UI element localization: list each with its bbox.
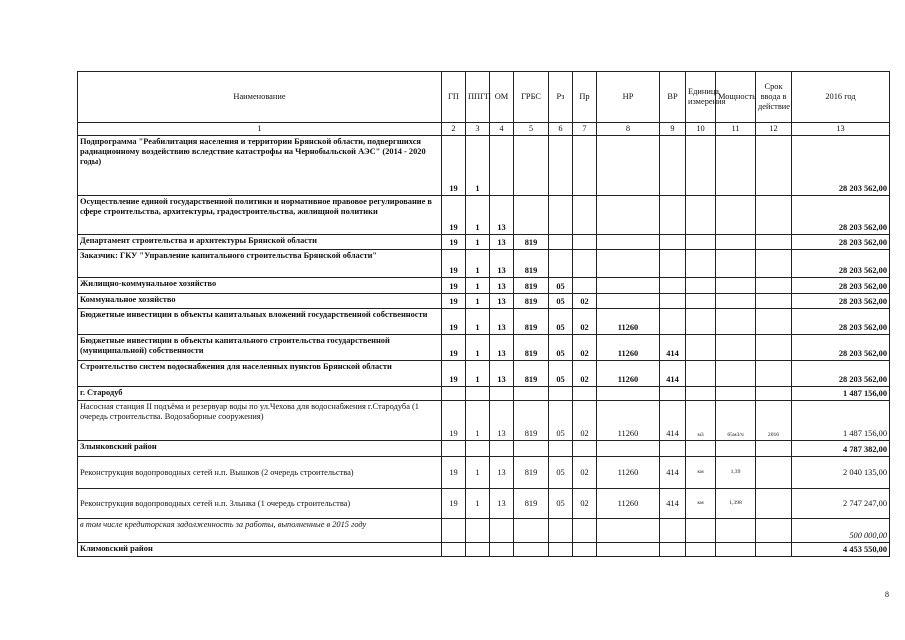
cell-power: 1,398 (716, 489, 756, 519)
column-number: 5 (514, 123, 549, 136)
cell-vr (660, 235, 686, 250)
cell-pr (573, 235, 597, 250)
cell-pr (573, 136, 597, 196)
table-row (78, 519, 890, 543)
table-row (78, 543, 890, 557)
cell-pr (573, 278, 597, 294)
budget-table (77, 71, 890, 557)
table-row (78, 294, 890, 309)
cell-vr (660, 309, 686, 335)
cell-gp: 19 (442, 309, 466, 335)
cell-power (716, 309, 756, 335)
row-name: в том числе кредиторская задолженность за работы, выполненные в 2015 году (78, 519, 442, 543)
cell-amount: 28 203 562,00 (792, 196, 890, 235)
cell-rz (549, 543, 573, 557)
column-number: 9 (660, 123, 686, 136)
cell-rz (549, 519, 573, 543)
cell-pr (573, 250, 597, 278)
cell-gp: 19 (442, 250, 466, 278)
cell-ppgp (466, 543, 490, 557)
row-name: Департамент строительства и архитектуры Брянской области (78, 235, 442, 250)
cell-grbs: 819 (514, 309, 549, 335)
cell-ppgp (466, 519, 490, 543)
cell-gp: 19 (442, 136, 466, 196)
cell-unit: м3 (686, 401, 716, 441)
cell-vr (660, 136, 686, 196)
cell-om: 13 (490, 457, 514, 489)
cell-nr (597, 136, 660, 196)
cell-term (756, 489, 792, 519)
cell-unit (686, 294, 716, 309)
cell-om (490, 387, 514, 401)
cell-power (716, 361, 756, 387)
cell-gp: 19 (442, 196, 466, 235)
cell-ppgp: 1 (466, 136, 490, 196)
header-nr: НР (597, 72, 660, 123)
header-row (78, 72, 890, 123)
cell-vr (660, 250, 686, 278)
cell-ppgp: 1 (466, 250, 490, 278)
cell-pr: 02 (573, 401, 597, 441)
cell-power (716, 136, 756, 196)
cell-ppgp: 1 (466, 278, 490, 294)
cell-om: 13 (490, 235, 514, 250)
header-gp: ГП (442, 72, 466, 123)
cell-vr (660, 278, 686, 294)
cell-amount: 4 787 382,00 (792, 441, 890, 457)
row-name: г. Стародуб (78, 387, 442, 401)
cell-amount: 1 487 156,00 (792, 401, 890, 441)
cell-power: 1,39 (716, 457, 756, 489)
cell-amount: 28 203 562,00 (792, 136, 890, 196)
cell-ppgp: 1 (466, 294, 490, 309)
cell-ppgp: 1 (466, 335, 490, 361)
cell-ppgp: 1 (466, 401, 490, 441)
row-name: Реконструкция водопроводных сетей н.п. Злынка (1 очередь строительства) (78, 489, 442, 519)
cell-gp: 19 (442, 335, 466, 361)
header-pr: Пр (573, 72, 597, 123)
cell-om (490, 441, 514, 457)
cell-amount: 28 203 562,00 (792, 250, 890, 278)
cell-gp: 19 (442, 489, 466, 519)
cell-nr: 11260 (597, 335, 660, 361)
cell-nr (597, 196, 660, 235)
cell-om: 13 (490, 250, 514, 278)
cell-nr (597, 235, 660, 250)
cell-power (716, 519, 756, 543)
cell-grbs: 819 (514, 457, 549, 489)
row-name: Реконструкция водопроводных сетей н.п. Вышков (2 очередь строительства) (78, 457, 442, 489)
cell-unit (686, 441, 716, 457)
cell-rz: 05 (549, 401, 573, 441)
cell-pr (573, 387, 597, 401)
cell-grbs (514, 136, 549, 196)
cell-gp: 19 (442, 294, 466, 309)
cell-pr: 02 (573, 361, 597, 387)
cell-term: 2016 (756, 401, 792, 441)
cell-vr: 414 (660, 335, 686, 361)
cell-unit (686, 361, 716, 387)
cell-unit (686, 309, 716, 335)
cell-grbs: 819 (514, 361, 549, 387)
cell-amount: 28 203 562,00 (792, 294, 890, 309)
cell-power (716, 196, 756, 235)
cell-pr (573, 441, 597, 457)
table-row (78, 235, 890, 250)
cell-vr: 414 (660, 401, 686, 441)
cell-rz: 05 (549, 457, 573, 489)
column-number: 10 (686, 123, 716, 136)
cell-term (756, 278, 792, 294)
cell-om: 13 (490, 335, 514, 361)
column-number: 1 (78, 123, 442, 136)
cell-nr (597, 441, 660, 457)
table-body (78, 136, 890, 557)
cell-power (716, 250, 756, 278)
cell-grbs (514, 543, 549, 557)
table-row (78, 335, 890, 361)
cell-ppgp: 1 (466, 235, 490, 250)
cell-om: 13 (490, 309, 514, 335)
cell-amount: 28 203 562,00 (792, 335, 890, 361)
table-row (78, 196, 890, 235)
cell-vr (660, 441, 686, 457)
table-row (78, 361, 890, 387)
cell-term (756, 361, 792, 387)
cell-rz (549, 235, 573, 250)
cell-ppgp (466, 441, 490, 457)
cell-rz: 05 (549, 309, 573, 335)
cell-unit (686, 136, 716, 196)
cell-rz (549, 250, 573, 278)
cell-pr: 02 (573, 489, 597, 519)
column-number: 11 (716, 123, 756, 136)
cell-vr (660, 543, 686, 557)
cell-rz: 05 (549, 489, 573, 519)
cell-om: 13 (490, 361, 514, 387)
table-row (78, 489, 890, 519)
cell-vr: 414 (660, 457, 686, 489)
cell-om (490, 136, 514, 196)
cell-grbs (514, 441, 549, 457)
cell-power (716, 235, 756, 250)
row-name: Бюджетные инвестиции в объекты капитального строительства государственной (муниципальной) собственности (78, 335, 442, 361)
table-row (78, 250, 890, 278)
header-vr: ВР (660, 72, 686, 123)
cell-nr (597, 519, 660, 543)
column-number: 12 (756, 123, 792, 136)
cell-vr (660, 294, 686, 309)
cell-vr: 414 (660, 361, 686, 387)
cell-nr (597, 294, 660, 309)
cell-amount: 2 747 247,00 (792, 489, 890, 519)
cell-amount: 28 203 562,00 (792, 278, 890, 294)
cell-rz: 05 (549, 335, 573, 361)
column-number: 8 (597, 123, 660, 136)
cell-grbs: 819 (514, 278, 549, 294)
cell-pr: 02 (573, 309, 597, 335)
cell-nr (597, 278, 660, 294)
cell-rz (549, 387, 573, 401)
row-name: Климовский район (78, 543, 442, 557)
row-name: Подпрограмма "Реабилитация населения и территории Брянской области, подвергшихся радиационному воздействию вследствие катастрофы на Чернобыльской АЭС" (2014 - 2020 годы) (78, 136, 442, 196)
cell-gp: 19 (442, 457, 466, 489)
header-rz: Рз (549, 72, 573, 123)
cell-om: 13 (490, 196, 514, 235)
row-name: Коммунальное хозяйство (78, 294, 442, 309)
cell-grbs: 819 (514, 250, 549, 278)
cell-vr (660, 387, 686, 401)
cell-ppgp: 1 (466, 309, 490, 335)
cell-term (756, 335, 792, 361)
table-row (78, 441, 890, 457)
table-row (78, 309, 890, 335)
cell-gp: 19 (442, 401, 466, 441)
cell-term (756, 294, 792, 309)
cell-ppgp (466, 387, 490, 401)
cell-grbs: 819 (514, 235, 549, 250)
cell-gp (442, 387, 466, 401)
cell-unit (686, 387, 716, 401)
cell-term (756, 235, 792, 250)
cell-grbs (514, 387, 549, 401)
row-name: Бюджетные инвестиции в объекты капитальных вложений государственной собственности (78, 309, 442, 335)
cell-rz: 05 (549, 294, 573, 309)
cell-om: 13 (490, 294, 514, 309)
cell-unit (686, 196, 716, 235)
cell-om: 13 (490, 401, 514, 441)
cell-gp: 19 (442, 235, 466, 250)
column-number: 13 (792, 123, 890, 136)
cell-grbs: 819 (514, 335, 549, 361)
cell-om: 13 (490, 278, 514, 294)
header-term: Срок ввода в действие (756, 72, 792, 123)
cell-grbs: 819 (514, 401, 549, 441)
cell-unit (686, 543, 716, 557)
table-row (78, 387, 890, 401)
cell-gp: 19 (442, 361, 466, 387)
cell-unit (686, 278, 716, 294)
column-number: 2 (442, 123, 466, 136)
cell-om (490, 519, 514, 543)
cell-pr (573, 543, 597, 557)
cell-pr: 02 (573, 294, 597, 309)
cell-om: 13 (490, 489, 514, 519)
cell-unit (686, 335, 716, 361)
cell-grbs: 819 (514, 489, 549, 519)
cell-ppgp: 1 (466, 489, 490, 519)
cell-pr: 02 (573, 457, 597, 489)
table-row (78, 457, 890, 489)
header-power: Мощность (716, 72, 756, 123)
cell-amount: 1 487 156,00 (792, 387, 890, 401)
table-row (78, 278, 890, 294)
cell-unit (686, 519, 716, 543)
cell-nr: 11260 (597, 361, 660, 387)
cell-ppgp: 1 (466, 457, 490, 489)
cell-term (756, 309, 792, 335)
cell-unit (686, 250, 716, 278)
cell-rz: 05 (549, 278, 573, 294)
cell-amount: 500 000,00 (792, 519, 890, 543)
cell-grbs: 819 (514, 294, 549, 309)
table-row (78, 136, 890, 196)
cell-term (756, 457, 792, 489)
cell-power (716, 543, 756, 557)
table-row (78, 401, 890, 441)
cell-amount: 28 203 562,00 (792, 361, 890, 387)
cell-power (716, 335, 756, 361)
cell-power: 65м3/ч (716, 401, 756, 441)
column-number: 3 (466, 123, 490, 136)
header-grbs: ГРБС (514, 72, 549, 123)
cell-rz: 05 (549, 361, 573, 387)
cell-vr (660, 196, 686, 235)
cell-pr (573, 519, 597, 543)
cell-term (756, 519, 792, 543)
column-number: 6 (549, 123, 573, 136)
cell-om (490, 543, 514, 557)
cell-term (756, 441, 792, 457)
column-number-row (78, 123, 890, 136)
header-ppgp: ППГП (466, 72, 490, 123)
row-name: Жилищно-коммунальное хозяйство (78, 278, 442, 294)
cell-unit: км (686, 457, 716, 489)
cell-term (756, 196, 792, 235)
cell-rz (549, 136, 573, 196)
cell-term (756, 250, 792, 278)
cell-nr: 11260 (597, 309, 660, 335)
row-name: Насосная станция II подъёма и резервуар воды по ул.Чехова для водоснабжения г.Стародуба (1 очередь строительства. Водозаборные сооружения) (78, 401, 442, 441)
cell-amount: 28 203 562,00 (792, 309, 890, 335)
cell-pr (573, 196, 597, 235)
cell-grbs (514, 519, 549, 543)
page-number: 8 (885, 590, 889, 599)
header-name: Наименование (78, 72, 442, 123)
cell-ppgp: 1 (466, 361, 490, 387)
cell-amount: 4 453 550,00 (792, 543, 890, 557)
cell-rz (549, 441, 573, 457)
cell-amount: 2 040 135,00 (792, 457, 890, 489)
row-name: Заказчик: ГКУ "Управление капитального строительства Брянской области" (78, 250, 442, 278)
header-unit: Единица измерения (686, 72, 716, 123)
cell-power (716, 294, 756, 309)
cell-term (756, 543, 792, 557)
row-name: Злынковский район (78, 441, 442, 457)
cell-pr: 02 (573, 335, 597, 361)
cell-term (756, 387, 792, 401)
cell-nr (597, 250, 660, 278)
cell-term (756, 136, 792, 196)
cell-vr: 414 (660, 489, 686, 519)
cell-vr (660, 519, 686, 543)
row-name: Осуществление единой государственной политики и нормативное правовое регулирование в сфере строительства, архитектуры, градостроительства, жилищной политики (78, 196, 442, 235)
cell-nr: 11260 (597, 489, 660, 519)
cell-rz (549, 196, 573, 235)
cell-unit: км (686, 489, 716, 519)
cell-gp (442, 441, 466, 457)
cell-amount: 28 203 562,00 (792, 235, 890, 250)
column-number: 7 (573, 123, 597, 136)
cell-power (716, 278, 756, 294)
column-number: 4 (490, 123, 514, 136)
cell-power (716, 387, 756, 401)
cell-grbs (514, 196, 549, 235)
cell-gp (442, 519, 466, 543)
cell-ppgp: 1 (466, 196, 490, 235)
cell-gp: 19 (442, 278, 466, 294)
row-name: Строительство систем водоснабжения для населенных пунктов Брянской области (78, 361, 442, 387)
cell-nr (597, 387, 660, 401)
header-year: 2016 год (792, 72, 890, 123)
cell-nr (597, 543, 660, 557)
cell-gp (442, 543, 466, 557)
header-om: ОМ (490, 72, 514, 123)
cell-power (716, 441, 756, 457)
cell-nr: 11260 (597, 457, 660, 489)
cell-unit (686, 235, 716, 250)
cell-nr: 11260 (597, 401, 660, 441)
